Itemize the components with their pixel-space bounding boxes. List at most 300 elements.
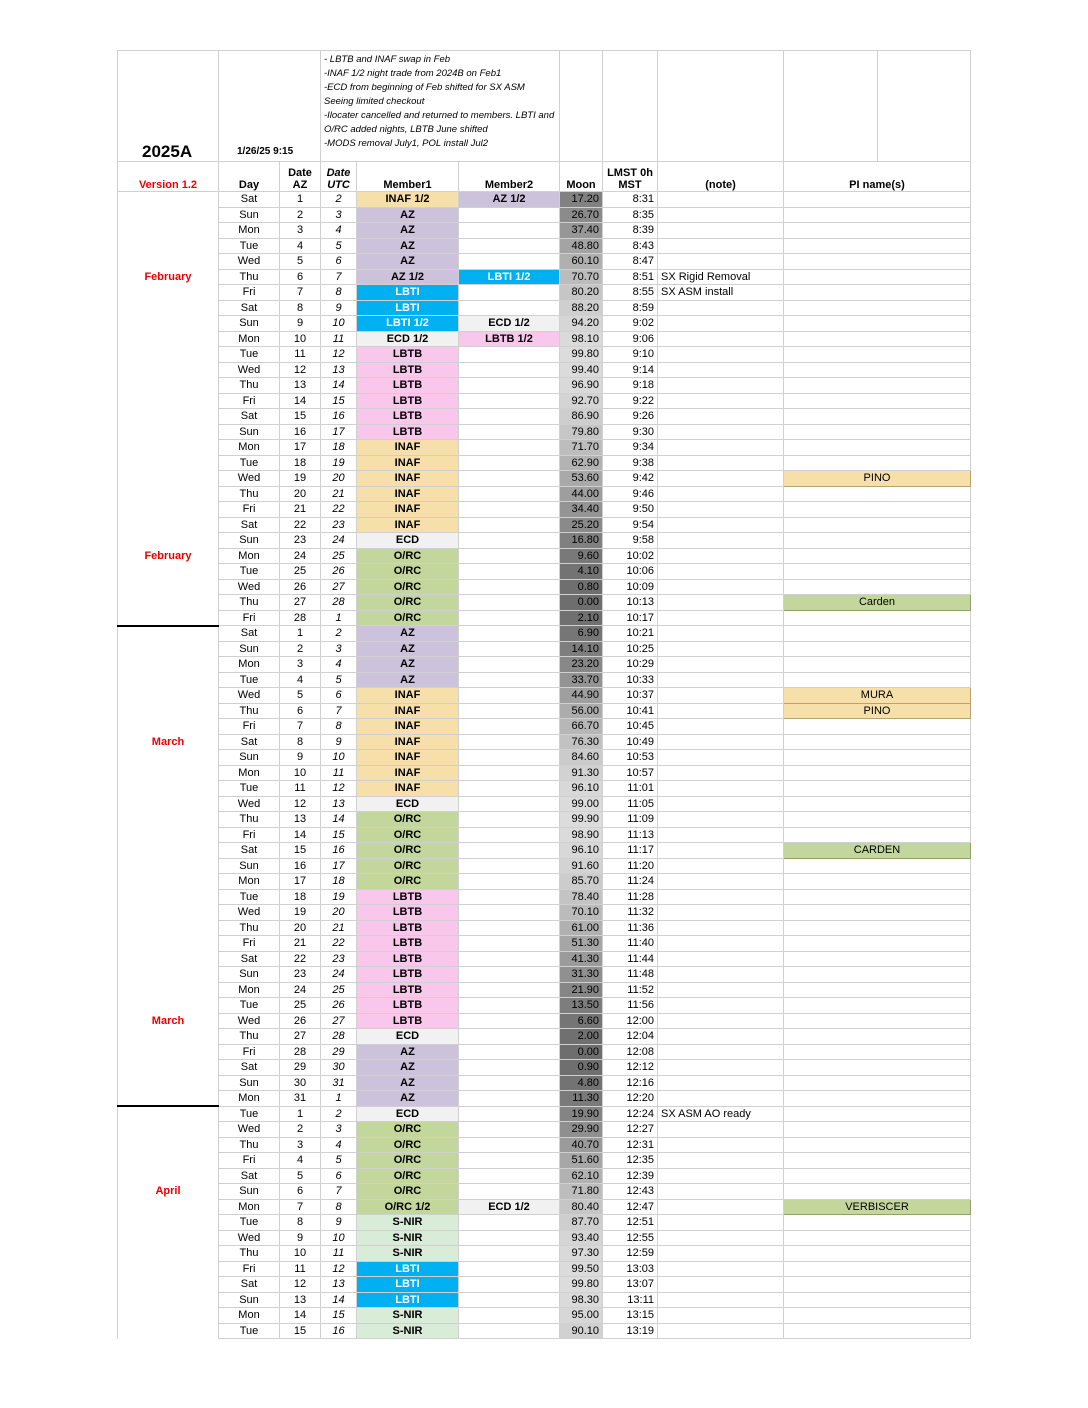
date-az-cell: 22 bbox=[280, 517, 321, 533]
member1-cell: O/RC bbox=[357, 1153, 459, 1169]
day-cell: Tue bbox=[219, 238, 280, 254]
pi-name-cell bbox=[784, 657, 971, 673]
col-member1: Member1 bbox=[357, 162, 459, 192]
schedule-row bbox=[118, 1199, 971, 1215]
pi-name-cell bbox=[784, 192, 971, 208]
col-day: Day bbox=[219, 162, 280, 192]
month-cell bbox=[118, 967, 219, 983]
day-cell: Thu bbox=[219, 1029, 280, 1045]
member2-cell bbox=[459, 1044, 560, 1060]
member2-cell: ECD 1/2 bbox=[459, 316, 560, 332]
month-cell bbox=[118, 672, 219, 688]
pi-name-cell bbox=[784, 579, 971, 595]
day-cell: Fri bbox=[219, 719, 280, 735]
member2-cell bbox=[459, 827, 560, 843]
month-cell bbox=[118, 1060, 219, 1076]
day-cell: Mon bbox=[219, 1199, 280, 1215]
schedule-row bbox=[118, 905, 971, 921]
moon-cell: 44.00 bbox=[560, 486, 603, 502]
date-az-cell: 18 bbox=[280, 455, 321, 471]
member2-cell bbox=[459, 1091, 560, 1107]
date-az-cell: 13 bbox=[280, 812, 321, 828]
member1-cell: O/RC bbox=[357, 1122, 459, 1138]
member1-cell: AZ bbox=[357, 1091, 459, 1107]
moon-cell: 40.70 bbox=[560, 1137, 603, 1153]
lmst-cell: 11:48 bbox=[603, 967, 658, 983]
note-cell bbox=[658, 951, 784, 967]
schedule-row bbox=[118, 765, 971, 781]
pi-name-cell bbox=[784, 936, 971, 952]
day-cell: Sat bbox=[219, 300, 280, 316]
note-cell bbox=[658, 920, 784, 936]
member1-cell: LBTB bbox=[357, 998, 459, 1014]
note-cell bbox=[658, 905, 784, 921]
lmst-cell: 12:27 bbox=[603, 1122, 658, 1138]
moon-cell: 29.90 bbox=[560, 1122, 603, 1138]
day-cell: Sat bbox=[219, 843, 280, 859]
pi-name-cell bbox=[784, 1277, 971, 1293]
day-cell: Tue bbox=[219, 564, 280, 580]
moon-cell: 91.30 bbox=[560, 765, 603, 781]
date-utc-cell: 12 bbox=[321, 1261, 357, 1277]
moon-cell: 80.20 bbox=[560, 285, 603, 301]
lmst-cell: 12:04 bbox=[603, 1029, 658, 1045]
member1-cell: LBTB bbox=[357, 378, 459, 394]
lmst-cell: 10:06 bbox=[603, 564, 658, 580]
member1-cell: INAF bbox=[357, 688, 459, 704]
date-utc-cell: 4 bbox=[321, 1137, 357, 1153]
note-cell bbox=[658, 393, 784, 409]
pi-name-cell bbox=[784, 719, 971, 735]
pi-name-cell bbox=[784, 1184, 971, 1200]
date-utc-cell: 6 bbox=[321, 688, 357, 704]
moon-cell: 0.90 bbox=[560, 1060, 603, 1076]
moon-cell: 98.90 bbox=[560, 827, 603, 843]
date-az-cell: 31 bbox=[280, 1091, 321, 1107]
schedule-row bbox=[118, 409, 971, 425]
member2-cell bbox=[459, 1323, 560, 1339]
date-utc-cell: 15 bbox=[321, 827, 357, 843]
day-cell: Tue bbox=[219, 781, 280, 797]
pi-name-cell bbox=[784, 362, 971, 378]
lmst-cell: 10:41 bbox=[603, 703, 658, 719]
schedule-row bbox=[118, 998, 971, 1014]
schedule-row bbox=[118, 502, 971, 518]
schedule-sheet bbox=[117, 50, 971, 1339]
date-utc-cell: 3 bbox=[321, 207, 357, 223]
moon-cell: 56.00 bbox=[560, 703, 603, 719]
member2-cell bbox=[459, 874, 560, 890]
date-az-cell: 8 bbox=[280, 1215, 321, 1231]
date-az-cell: 5 bbox=[280, 688, 321, 704]
date-utc-cell: 2 bbox=[321, 1106, 357, 1122]
member1-cell: AZ bbox=[357, 657, 459, 673]
schedule-row bbox=[118, 1091, 971, 1107]
moon-cell: 4.10 bbox=[560, 564, 603, 580]
moon-cell: 98.10 bbox=[560, 331, 603, 347]
pi-name-cell bbox=[784, 347, 971, 363]
member2-cell bbox=[459, 440, 560, 456]
date-utc-cell: 26 bbox=[321, 998, 357, 1014]
note-cell bbox=[658, 765, 784, 781]
pi-name-cell: PINO bbox=[784, 471, 971, 487]
date-utc-cell: 12 bbox=[321, 347, 357, 363]
day-cell: Fri bbox=[219, 1261, 280, 1277]
date-utc-cell: 10 bbox=[321, 316, 357, 332]
pi-name-cell bbox=[784, 238, 971, 254]
day-cell: Mon bbox=[219, 874, 280, 890]
day-cell: Wed bbox=[219, 688, 280, 704]
lmst-cell: 12:00 bbox=[603, 1013, 658, 1029]
date-az-cell: 16 bbox=[280, 424, 321, 440]
date-az-cell: 5 bbox=[280, 254, 321, 270]
month-cell bbox=[118, 595, 219, 611]
pi-name-cell: Carden bbox=[784, 595, 971, 611]
member2-cell bbox=[459, 719, 560, 735]
month-label: February bbox=[118, 548, 219, 564]
member2-cell bbox=[459, 657, 560, 673]
date-utc-cell: 21 bbox=[321, 486, 357, 502]
moon-cell: 0.00 bbox=[560, 1044, 603, 1060]
lmst-cell: 10:09 bbox=[603, 579, 658, 595]
member2-cell: LBTI 1/2 bbox=[459, 269, 560, 285]
column-header-row bbox=[118, 162, 971, 192]
moon-cell: 90.10 bbox=[560, 1323, 603, 1339]
moon-cell: 48.80 bbox=[560, 238, 603, 254]
member2-cell bbox=[459, 812, 560, 828]
month-cell bbox=[118, 1308, 219, 1324]
member1-cell: AZ bbox=[357, 223, 459, 239]
date-az-cell: 11 bbox=[280, 1261, 321, 1277]
moon-cell: 99.50 bbox=[560, 1261, 603, 1277]
month-cell bbox=[118, 936, 219, 952]
month-cell bbox=[118, 1122, 219, 1138]
note-cell bbox=[658, 455, 784, 471]
month-cell bbox=[118, 858, 219, 874]
member2-cell bbox=[459, 1277, 560, 1293]
date-az-cell: 19 bbox=[280, 905, 321, 921]
day-cell: Fri bbox=[219, 827, 280, 843]
pi-name-cell bbox=[784, 424, 971, 440]
month-cell bbox=[118, 486, 219, 502]
schedule-row bbox=[118, 1261, 971, 1277]
lmst-cell: 9:38 bbox=[603, 455, 658, 471]
member2-cell bbox=[459, 641, 560, 657]
note-cell bbox=[658, 300, 784, 316]
date-utc-cell: 13 bbox=[321, 362, 357, 378]
pi-name-cell bbox=[784, 796, 971, 812]
note-cell bbox=[658, 1168, 784, 1184]
month-cell bbox=[118, 1261, 219, 1277]
lmst-cell: 13:15 bbox=[603, 1308, 658, 1324]
lmst-cell: 10:57 bbox=[603, 765, 658, 781]
month-cell bbox=[118, 765, 219, 781]
date-utc-cell: 17 bbox=[321, 424, 357, 440]
member1-cell: INAF bbox=[357, 517, 459, 533]
moon-cell: 87.70 bbox=[560, 1215, 603, 1231]
day-cell: Sat bbox=[219, 734, 280, 750]
day-cell: Sun bbox=[219, 424, 280, 440]
date-az-cell: 10 bbox=[280, 331, 321, 347]
schedule-row bbox=[118, 920, 971, 936]
month-cell bbox=[118, 796, 219, 812]
month-cell bbox=[118, 207, 219, 223]
day-cell: Sat bbox=[219, 1060, 280, 1076]
pi-name-cell: PINO bbox=[784, 703, 971, 719]
note-cell bbox=[658, 564, 784, 580]
month-cell bbox=[118, 951, 219, 967]
schedule-row bbox=[118, 393, 971, 409]
day-cell: Sat bbox=[219, 409, 280, 425]
date-az-cell: 1 bbox=[280, 192, 321, 208]
date-utc-cell: 29 bbox=[321, 1044, 357, 1060]
month-cell bbox=[118, 812, 219, 828]
member2-cell bbox=[459, 1230, 560, 1246]
member1-cell: AZ bbox=[357, 672, 459, 688]
date-az-cell: 24 bbox=[280, 548, 321, 564]
member2-cell bbox=[459, 610, 560, 626]
month-cell bbox=[118, 238, 219, 254]
lmst-cell: 8:43 bbox=[603, 238, 658, 254]
date-az-cell: 9 bbox=[280, 316, 321, 332]
date-az-cell: 7 bbox=[280, 1199, 321, 1215]
pi-name-cell bbox=[784, 207, 971, 223]
member1-cell: LBTI bbox=[357, 1261, 459, 1277]
date-az-cell: 13 bbox=[280, 378, 321, 394]
schedule-row bbox=[118, 331, 971, 347]
member2-cell bbox=[459, 688, 560, 704]
schedule-title: 2025A bbox=[118, 51, 219, 162]
member1-cell: O/RC bbox=[357, 1168, 459, 1184]
member2-cell bbox=[459, 223, 560, 239]
moon-cell: 4.80 bbox=[560, 1075, 603, 1091]
day-cell: Mon bbox=[219, 657, 280, 673]
month-cell bbox=[118, 626, 219, 642]
month-cell bbox=[118, 688, 219, 704]
day-cell: Wed bbox=[219, 579, 280, 595]
day-cell: Thu bbox=[219, 920, 280, 936]
schedule-row bbox=[118, 641, 971, 657]
note-cell bbox=[658, 827, 784, 843]
pi-name-cell bbox=[784, 1246, 971, 1262]
change-note: -ECD from beginning of Feb shifted for SX ASM Seeing limited checkout bbox=[324, 82, 525, 107]
note-cell bbox=[658, 238, 784, 254]
moon-cell: 41.30 bbox=[560, 951, 603, 967]
day-cell: Sat bbox=[219, 192, 280, 208]
date-az-cell: 27 bbox=[280, 595, 321, 611]
month-cell bbox=[118, 331, 219, 347]
moon-cell: 34.40 bbox=[560, 502, 603, 518]
member2-cell bbox=[459, 703, 560, 719]
note-cell bbox=[658, 1091, 784, 1107]
month-cell bbox=[118, 920, 219, 936]
date-utc-cell: 4 bbox=[321, 657, 357, 673]
note-cell bbox=[658, 579, 784, 595]
note-cell bbox=[658, 1323, 784, 1339]
member2-cell bbox=[459, 982, 560, 998]
month-cell bbox=[118, 982, 219, 998]
member1-cell: INAF bbox=[357, 502, 459, 518]
note-cell bbox=[658, 316, 784, 332]
date-utc-cell: 8 bbox=[321, 1199, 357, 1215]
date-utc-cell: 25 bbox=[321, 548, 357, 564]
member1-cell: INAF bbox=[357, 486, 459, 502]
schedule-row bbox=[118, 734, 971, 750]
note-cell bbox=[658, 998, 784, 1014]
member2-cell bbox=[459, 951, 560, 967]
month-cell bbox=[118, 1230, 219, 1246]
note-cell bbox=[658, 1153, 784, 1169]
pi-name-cell bbox=[784, 874, 971, 890]
pi-name-cell bbox=[784, 393, 971, 409]
day-cell: Sun bbox=[219, 641, 280, 657]
date-utc-cell: 2 bbox=[321, 192, 357, 208]
date-az-cell: 15 bbox=[280, 843, 321, 859]
pi-name-cell bbox=[784, 1308, 971, 1324]
month-cell bbox=[118, 1075, 219, 1091]
member1-cell: LBTB bbox=[357, 982, 459, 998]
schedule-row bbox=[118, 874, 971, 890]
moon-cell: 99.90 bbox=[560, 812, 603, 828]
date-az-cell: 3 bbox=[280, 223, 321, 239]
lmst-cell: 10:49 bbox=[603, 734, 658, 750]
date-utc-cell: 23 bbox=[321, 517, 357, 533]
member1-cell: ECD bbox=[357, 796, 459, 812]
pi-name-cell bbox=[784, 254, 971, 270]
day-cell: Mon bbox=[219, 1091, 280, 1107]
date-az-cell: 22 bbox=[280, 951, 321, 967]
member2-cell bbox=[459, 1215, 560, 1231]
day-cell: Thu bbox=[219, 378, 280, 394]
day-cell: Thu bbox=[219, 486, 280, 502]
member1-cell: AZ bbox=[357, 254, 459, 270]
change-note: -INAF 1/2 night trade from 2024B on Feb1 bbox=[324, 68, 502, 79]
note-cell bbox=[658, 1184, 784, 1200]
day-cell: Sat bbox=[219, 1168, 280, 1184]
schedule-row bbox=[118, 548, 971, 564]
date-az-cell: 12 bbox=[280, 1277, 321, 1293]
date-az-cell: 5 bbox=[280, 1168, 321, 1184]
note-cell bbox=[658, 409, 784, 425]
date-az-cell: 1 bbox=[280, 1106, 321, 1122]
month-label: March bbox=[118, 1013, 219, 1029]
month-cell bbox=[118, 1091, 219, 1107]
pi-name-cell bbox=[784, 1029, 971, 1045]
moon-cell: 0.80 bbox=[560, 579, 603, 595]
month-cell bbox=[118, 1277, 219, 1293]
member2-cell bbox=[459, 1261, 560, 1277]
schedule-row bbox=[118, 1215, 971, 1231]
member1-cell: LBTI bbox=[357, 1292, 459, 1308]
schedule-row bbox=[118, 967, 971, 983]
member2-cell bbox=[459, 781, 560, 797]
day-cell: Mon bbox=[219, 440, 280, 456]
schedule-row bbox=[118, 936, 971, 952]
date-utc-cell: 27 bbox=[321, 579, 357, 595]
note-cell bbox=[658, 1261, 784, 1277]
month-cell bbox=[118, 874, 219, 890]
schedule-row bbox=[118, 238, 971, 254]
pi-name-cell bbox=[784, 1091, 971, 1107]
member1-cell: INAF bbox=[357, 750, 459, 766]
change-note: -Ilocater cancelled and returned to members. LBTI and O/RC added nights, LBTB June shifted bbox=[324, 110, 555, 135]
moon-cell: 99.80 bbox=[560, 347, 603, 363]
date-utc-cell: 13 bbox=[321, 796, 357, 812]
member2-cell bbox=[459, 1292, 560, 1308]
note-cell bbox=[658, 1029, 784, 1045]
member2-cell bbox=[459, 1075, 560, 1091]
schedule-row bbox=[118, 610, 971, 626]
member2-cell bbox=[459, 455, 560, 471]
member1-cell: LBTI bbox=[357, 300, 459, 316]
lmst-cell: 8:35 bbox=[603, 207, 658, 223]
pi-name-cell bbox=[784, 1013, 971, 1029]
note-cell bbox=[658, 424, 784, 440]
schedule-row bbox=[118, 316, 971, 332]
lmst-cell: 11:20 bbox=[603, 858, 658, 874]
pi-name-cell bbox=[784, 781, 971, 797]
lmst-cell: 13:07 bbox=[603, 1277, 658, 1293]
lmst-cell: 12:55 bbox=[603, 1230, 658, 1246]
date-utc-cell: 6 bbox=[321, 1168, 357, 1184]
moon-cell: 99.80 bbox=[560, 1277, 603, 1293]
day-cell: Sun bbox=[219, 750, 280, 766]
date-utc-cell: 14 bbox=[321, 378, 357, 394]
moon-cell: 96.90 bbox=[560, 378, 603, 394]
lmst-cell: 10:53 bbox=[603, 750, 658, 766]
month-label: March bbox=[118, 734, 219, 750]
date-utc-cell: 14 bbox=[321, 1292, 357, 1308]
schedule-row bbox=[118, 517, 971, 533]
note-cell bbox=[658, 207, 784, 223]
date-utc-cell: 1 bbox=[321, 1091, 357, 1107]
moon-cell: 14.10 bbox=[560, 641, 603, 657]
date-utc-cell: 3 bbox=[321, 1122, 357, 1138]
date-utc-cell: 16 bbox=[321, 1323, 357, 1339]
day-cell: Tue bbox=[219, 889, 280, 905]
day-cell: Mon bbox=[219, 223, 280, 239]
pi-name-cell: MURA bbox=[784, 688, 971, 704]
day-cell: Sun bbox=[219, 1075, 280, 1091]
date-utc-cell: 5 bbox=[321, 238, 357, 254]
date-az-cell: 23 bbox=[280, 967, 321, 983]
date-az-cell: 26 bbox=[280, 579, 321, 595]
moon-cell: 44.90 bbox=[560, 688, 603, 704]
moon-cell: 6.60 bbox=[560, 1013, 603, 1029]
schedule-row bbox=[118, 269, 971, 285]
note-cell bbox=[658, 703, 784, 719]
member2-cell: LBTB 1/2 bbox=[459, 331, 560, 347]
lmst-cell: 9:06 bbox=[603, 331, 658, 347]
member2-cell bbox=[459, 347, 560, 363]
schedule-row bbox=[118, 207, 971, 223]
note-cell bbox=[658, 610, 784, 626]
member1-cell: LBTB bbox=[357, 889, 459, 905]
note-cell bbox=[658, 1137, 784, 1153]
member1-cell: O/RC bbox=[357, 564, 459, 580]
pi-name-cell bbox=[784, 316, 971, 332]
lmst-cell: 11:13 bbox=[603, 827, 658, 843]
month-cell bbox=[118, 843, 219, 859]
pi-name-cell bbox=[784, 858, 971, 874]
change-notes bbox=[321, 51, 560, 162]
schedule-row bbox=[118, 688, 971, 704]
date-az-cell: 7 bbox=[280, 285, 321, 301]
member2-cell bbox=[459, 1168, 560, 1184]
day-cell: Wed bbox=[219, 362, 280, 378]
moon-cell: 62.90 bbox=[560, 455, 603, 471]
date-utc-cell: 24 bbox=[321, 533, 357, 549]
